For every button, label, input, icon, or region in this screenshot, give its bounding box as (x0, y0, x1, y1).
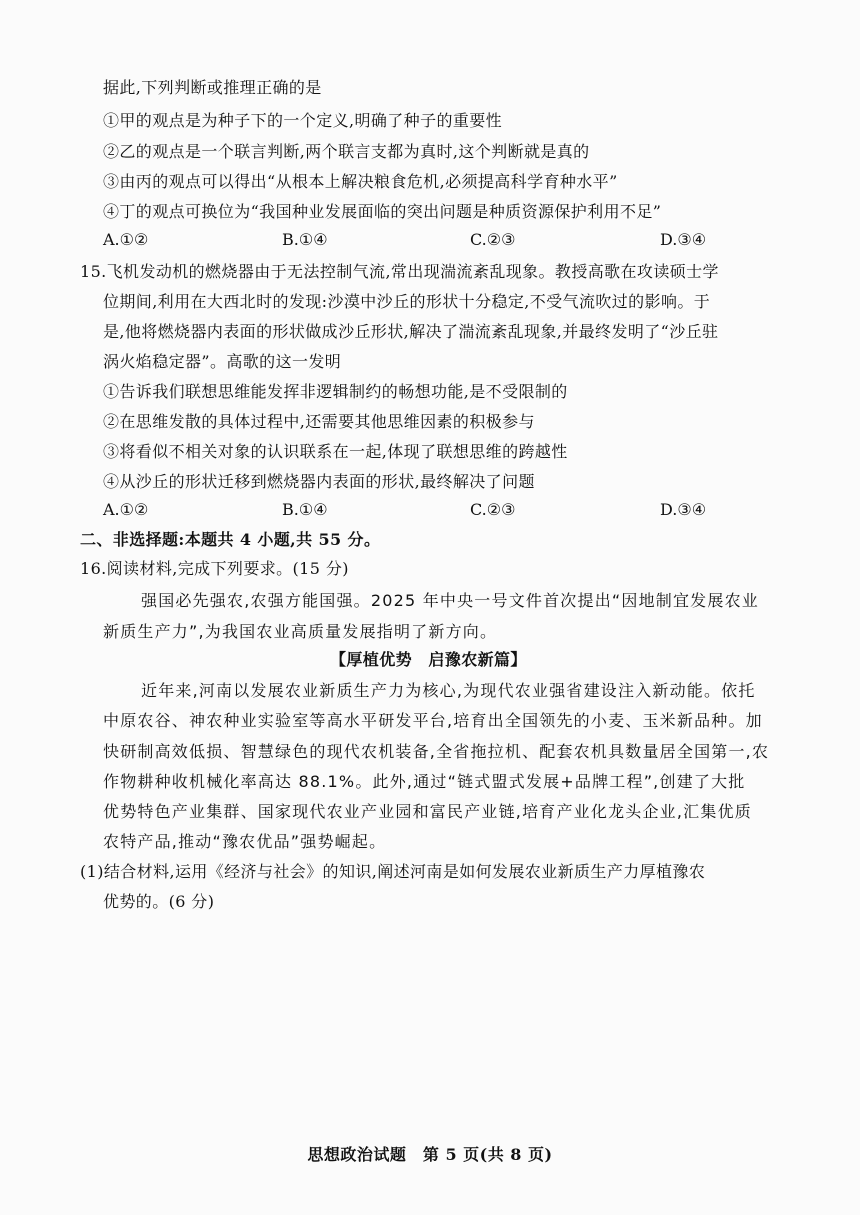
q15-stem-line-4: 涡火焰稳定器”。高歌的这一发明 (103, 352, 342, 371)
q16-material-line-1: 近年来,河南以发展农业新质生产力为核心,为现代农业强省建设注入新动能。依托 (141, 681, 756, 700)
q16-stem: 16.阅读材料,完成下列要求。(15 分) (80, 559, 349, 578)
q16-material-intro-line-1: 强国必先强农,农强方能国强。2025 年中央一号文件首次提出“因地制宜发展农业 (141, 591, 759, 610)
q14-option-c: C.②③ (470, 230, 516, 249)
q16-material-line-2: 中原农谷、神农种业实验室等高水平研发平台,培育出全国领先的小麦、玉米新品种。加 (103, 711, 763, 730)
q15-stem-line-1: 15.飞机发动机的燃烧器由于无法控制气流,常出现湍流紊乱现象。教授高歌在攻读硕士学 (80, 262, 719, 281)
q16-material-line-6: 农特产品,推动“豫农优品”强势崛起。 (103, 832, 387, 851)
q14-item-4: ④丁的观点可换位为“我国种业发展面临的突出问题是种质资源保护利用不足” (103, 202, 662, 221)
q15-option-d: D.③④ (660, 500, 707, 519)
q14-item-2: ②乙的观点是一个联言判断,两个联言支都为真时,这个判断就是真的 (103, 142, 590, 161)
q16-material-line-4: 作物耕种收机械化率高达 88.1%。此外,通过“链式盟式发展+品牌工程”,创建了大批 (103, 772, 746, 791)
q14-option-a: A.①② (103, 230, 149, 249)
q16-sub-question-1-line-2: 优势的。(6 分) (103, 892, 215, 911)
q15-item-2: ②在思维发散的具体过程中,还需要其他思维因素的积极参与 (103, 412, 535, 431)
q14-item-3: ③由丙的观点可以得出“从根本上解决粮食危机,必须提高科学育种水平” (103, 172, 618, 191)
q15-stem-line-3: 是,他将燃烧器内表面的形状做成沙丘形状,解决了湍流紊乱现象,并最终发明了“沙丘驻 (103, 322, 719, 341)
q16-material-subtitle: 【厚植优势 启豫农新篇】 (330, 650, 527, 669)
q14-option-b: B.①④ (282, 230, 328, 249)
q15-option-b: B.①④ (282, 500, 328, 519)
q16-material-line-3: 快研制高效低损、智慧绿色的现代农机装备,全省拖拉机、配套农机具数量居全国第一,农 (103, 742, 770, 761)
q16-material-line-5: 优势特色产业集群、国家现代农业产业园和富民产业链,培育产业化龙头企业,汇集优质 (103, 802, 752, 821)
q14-option-d: D.③④ (660, 230, 707, 249)
q16-material-intro-line-2: 新质生产力”,为我国农业高质量发展指明了新方向。 (103, 622, 498, 641)
q14-item-1: ①甲的观点是为种子下的一个定义,明确了种子的重要性 (103, 111, 503, 130)
q15-item-4: ④从沙丘的形状迁移到燃烧器内表面的形状,最终解决了问题 (103, 472, 535, 491)
q16-sub-question-1-line-1: (1)结合材料,运用《经济与社会》的知识,阐述河南是如何发展农业新质生产力厚植豫农 (80, 862, 706, 881)
q15-option-a: A.①② (103, 500, 149, 519)
q15-option-c: C.②③ (470, 500, 516, 519)
page-footer: 思想政治试题 第 5 页(共 8 页) (307, 1145, 553, 1164)
q15-item-3: ③将看似不相关对象的认识联系在一起,体现了联想思维的跨越性 (103, 442, 568, 461)
q15-stem-line-2: 位期间,利用在大西北时的发现:沙漠中沙丘的形状十分稳定,不受气流吹过的影响。于 (103, 292, 711, 311)
q14-stem: 据此,下列判断或推理正确的是 (103, 78, 322, 97)
section-2-heading: 二、非选择题:本题共 4 小题,共 55 分。 (80, 530, 381, 549)
q15-item-1: ①告诉我们联想思维能发挥非逻辑制约的畅想功能,是不受限制的 (103, 382, 568, 401)
